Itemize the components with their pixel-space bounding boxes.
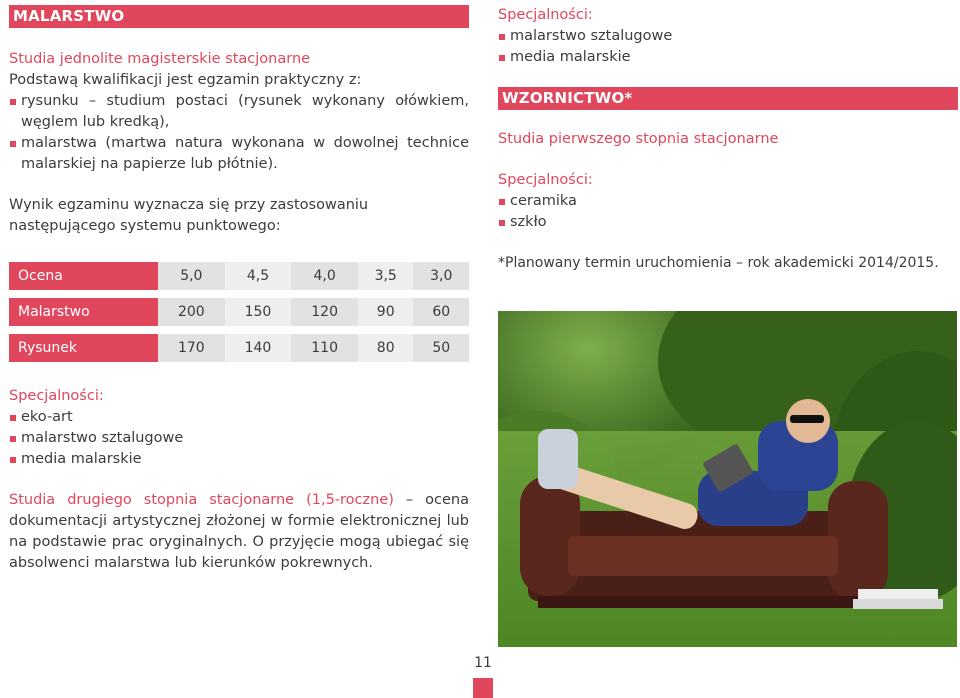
table-cell: 60 <box>413 298 469 326</box>
page-number: 11 <box>474 655 492 671</box>
page-tab-marker <box>473 678 493 698</box>
specialization-item: malarstwo sztalugowe <box>9 428 469 449</box>
table-cell: 80 <box>358 334 414 362</box>
right-column <box>498 5 958 274</box>
table-cell: 3,5 <box>358 262 414 290</box>
table-cell: 4,5 <box>225 262 292 290</box>
table-cell: 200 <box>158 298 225 326</box>
table-cell: 110 <box>291 334 358 362</box>
second-degree-heading: Studia drugiego stopnia stacjonarne (1,5-roczne) <box>9 492 394 508</box>
row-label: Rysunek <box>9 334 158 362</box>
student-on-sofa-photo <box>498 311 957 647</box>
exam-intro: Podstawą kwalifikacji jest egzamin praktyczny z: <box>9 72 362 88</box>
specialization-item: eko-art <box>9 407 469 428</box>
table-row <box>9 334 469 362</box>
footnote: *Planowany termin uruchomienia – rok akademicki 2014/2015. <box>498 255 939 271</box>
row-label: Ocena <box>9 262 158 290</box>
scoring-intro: Wynik egzaminu wyznacza się przy zastosowaniu następującego systemu punktowego: <box>9 197 369 234</box>
specializations-label: Specjalności: <box>498 172 593 188</box>
table-cell: 3,0 <box>413 262 469 290</box>
table-row <box>9 262 469 290</box>
specialization-item: malarstwo sztalugowe <box>498 26 958 47</box>
specializations-label: Specjalności: <box>498 7 593 23</box>
specialization-item: ceramika <box>498 191 958 212</box>
exam-item-drawing: rysunku – studium postaci (rysunek wykonany ołówkiem, węglem lub kredką), <box>9 91 469 133</box>
specialization-item: media malarskie <box>9 449 469 470</box>
table-cell: 90 <box>358 298 414 326</box>
table-cell: 150 <box>225 298 292 326</box>
study-type: Studia pierwszego stopnia stacjonarne <box>498 131 779 147</box>
table-row <box>9 298 469 326</box>
grades-table <box>9 262 469 362</box>
second-degree-paragraph <box>9 490 469 574</box>
table-cell: 50 <box>413 334 469 362</box>
table-cell: 4,0 <box>291 262 358 290</box>
section-header-malarstwo: MALARSTWO <box>9 5 469 28</box>
study-type: Studia jednolite magisterskie stacjonarne <box>9 51 311 67</box>
table-cell: 170 <box>158 334 225 362</box>
left-lower <box>9 386 469 574</box>
exam-item-painting: malarstwa (martwa natura wykonana w dowolnej technice malarskiej na papierze lub płótnie). <box>9 133 469 175</box>
row-label: Malarstwo <box>9 298 158 326</box>
specialization-item: media malarskie <box>498 47 958 68</box>
specialization-item: szkło <box>498 212 958 233</box>
table-cell: 5,0 <box>158 262 225 290</box>
second-degree-text: – ocena dokumentacji artystycznej złożonej w formie elektronicznej lub na podstawie prac oryginalnych. O przyjęcie mogą ubiegać się absolwenci malarstwa lub kierunków pokrewnych. <box>9 492 469 571</box>
photo-illustration <box>498 311 957 647</box>
table-cell: 120 <box>291 298 358 326</box>
section-header-wzornictwo: WZORNICTWO* <box>498 87 958 110</box>
specializations-label: Specjalności: <box>9 388 104 404</box>
left-column <box>9 5 469 237</box>
table-cell: 140 <box>225 334 292 362</box>
